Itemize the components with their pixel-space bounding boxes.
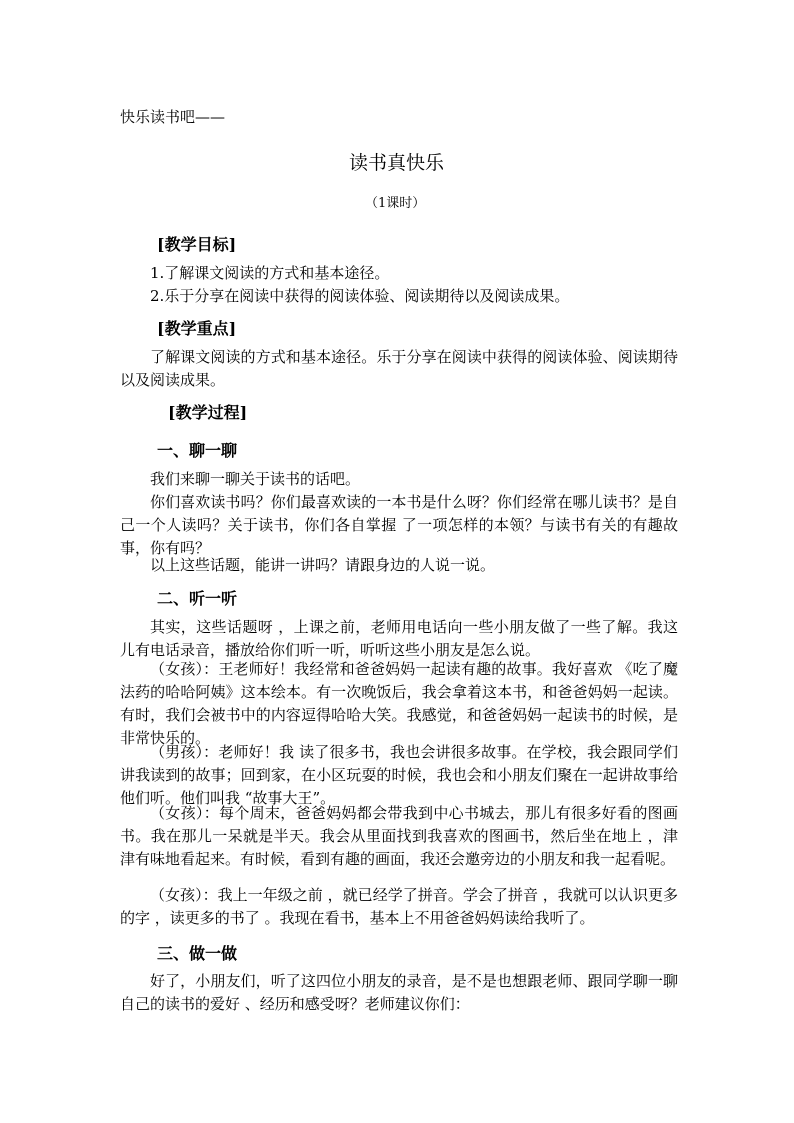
- section2-heading: 二、听一听: [157, 589, 238, 608]
- lesson-title: 读书真快乐: [349, 152, 445, 174]
- section2-paragraph: 其实，这些话题呀 ，上课之前，老师用电话向一些小朋友做了一些了解。我这儿有电话录音，播放给你们听一听，听听这些小朋友是怎么说。: [120, 618, 678, 659]
- section3-paragraph: 好了，小朋友们，听了这四位小朋友的录音，是不是也想跟老师、跟同学聊一聊自己的读书的爱好 、经历和感受呀？老师建议你们：: [120, 972, 678, 1013]
- section1-paragraph: 我们来聊一聊关于读书的话吧。: [150, 470, 361, 488]
- section1-heading: 一、聊一聊: [157, 441, 238, 460]
- focus-text: 了解课文阅读的方式和基本途径。乐于分享在阅读中获得的阅读体验、阅读期待以及阅读成果。: [120, 348, 678, 389]
- dialogue-girl-2: （女孩）：每个周末，爸爸妈妈都会带我到中心书城去，那儿有很多好看的图画书。我在那儿一呆就是半天。我会从里面找到我喜欢的图画书，然后坐在地上 ，津津有味地看起来。有时候，看到有趣的画面，我还会邀旁边的小朋友和我一起看呢。: [120, 804, 678, 868]
- dialogue-girl-3: （女孩）：我上一年级之前 ，就已经学了拼音。学会了拼音 ，我就可以认识更多的字 ，读更多的书了 。我现在看书，基本上不用爸爸妈妈读给我听了。: [120, 886, 678, 927]
- section1-paragraph: 以上这些话题，能讲一讲吗？请跟身边的人说一说。: [150, 556, 496, 574]
- focus-heading: [教学重点]: [157, 319, 237, 338]
- dialogue-girl-1: （女孩）：王老师好！我经常和爸爸妈妈一起读有趣的故事。我好喜欢 《吃了魔法药的哈哈阿姨》这本绘本。有一次晚饭后，我会拿着这本书，和爸爸妈妈一起读。有时，我们会被书中的内容逗得哈哈大笑。我感觉，和爸爸妈妈一起读书的时候，是 非常快乐的。: [120, 660, 678, 747]
- objective-item: 2.乐于分享在阅读中获得的阅读体验、阅读期待以及阅读成果。: [150, 287, 570, 305]
- lesson-hours: （1课时）: [365, 196, 426, 211]
- dialogue-boy: （男孩）：老师好！我 读了很多书，我也会讲很多故事。在学校，我会跟同学们讲我读到的故事；回到家，在小区玩耍的时候，我也会和小朋友们聚在一起讲故事给他们听。他们叫我 “故事大王”。: [120, 743, 678, 807]
- section3-heading: 三、做一做: [157, 944, 238, 963]
- objectives-heading: [教学目标]: [157, 235, 237, 254]
- objective-item: 1.了解课文阅读的方式和基本途径。: [150, 264, 390, 282]
- process-heading: [教学过程]: [168, 403, 248, 422]
- section1-paragraph: 你们喜欢读书吗？你们最喜欢读的一本书是什么呀？你们经常在哪儿读书？是自己一个人读吗？关于读书，你们各自掌握 了一项怎样的本领？与读书有关的有趣故事，你有吗？: [120, 493, 678, 557]
- series-title: 快乐读书吧——: [120, 108, 226, 126]
